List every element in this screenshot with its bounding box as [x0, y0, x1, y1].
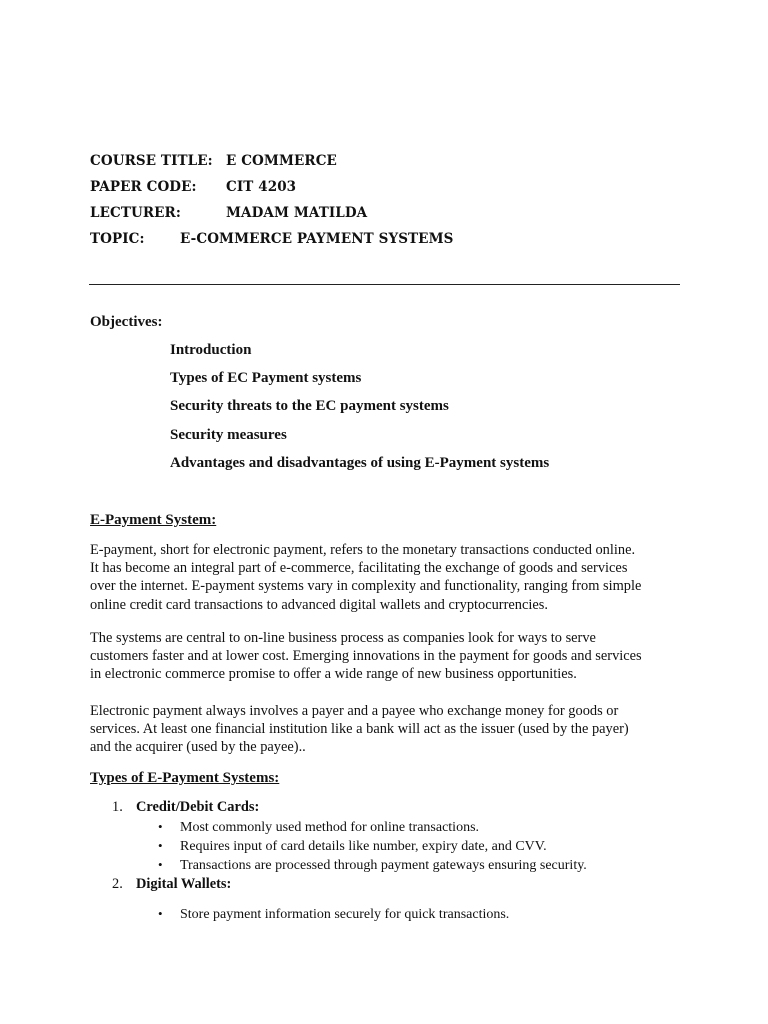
- bullet-icon: •: [158, 838, 163, 853]
- bullet-item: [158, 838, 547, 855]
- paragraph-line: over the internet. E-payment systems vary in complexity and functionality, ranging from simple: [90, 578, 642, 595]
- objective-item: Types of EC Payment systems: [170, 370, 362, 386]
- paragraph-line: It has become an integral part of e-commerce, facilitating the exchange of goods and services: [90, 560, 628, 577]
- item-number: 2.: [112, 876, 123, 892]
- objective-item: Advantages and disadvantages of using E-Payment systems: [170, 455, 550, 471]
- item-label: Credit/Debit Cards:: [136, 799, 260, 815]
- lecturer-value: MADAM MATILDA: [226, 205, 368, 221]
- epayment-paragraph-2: [90, 629, 690, 684]
- item-label: Digital Wallets:: [136, 876, 232, 892]
- bullet-text: Most commonly used method for online transactions.: [180, 820, 480, 835]
- numbered-item-credit-debit: [112, 799, 259, 816]
- paragraph-line: services. At least one financial institution like a bank will act as the issuer (used by the payer): [90, 721, 629, 738]
- paragraph-line: The systems are central to on-line business process as companies look for ways to serve: [90, 630, 596, 646]
- objective-item: Security measures: [170, 427, 287, 443]
- bullet-icon: •: [158, 857, 163, 872]
- epayment-paragraph-1: [90, 541, 690, 614]
- horizontal-divider: [89, 284, 680, 285]
- course-title-label: COURSE TITLE:: [90, 153, 213, 169]
- topic-label: TOPIC:: [90, 231, 145, 247]
- epayment-heading: E-Payment System:: [90, 512, 217, 528]
- bullet-item: [158, 857, 587, 874]
- bullet-text: Requires input of card details like number, expiry date, and CVV.: [180, 839, 547, 854]
- paragraph-line: in electronic commerce promise to offer a wide range of new business opportunities.: [90, 666, 577, 683]
- bullet-text: Transactions are processed through payment gateways ensuring security.: [180, 858, 587, 873]
- bullet-icon: •: [158, 906, 163, 921]
- course-title-value: E COMMERCE: [226, 153, 337, 169]
- paragraph-line: customers faster and at lower cost. Emerging innovations in the payment for goods and services: [90, 648, 642, 665]
- objective-item: Security threats to the EC payment systems: [170, 398, 449, 414]
- paragraph-line: and the acquirer (used by the payee)..: [90, 739, 306, 756]
- types-heading: Types of E-Payment Systems:: [90, 770, 280, 786]
- bullet-icon: •: [158, 819, 163, 834]
- paragraph-line: Electronic payment always involves a payer and a payee who exchange money for goods or: [90, 703, 619, 719]
- epayment-paragraph-3: [90, 702, 690, 757]
- bullet-text: Store payment information securely for quick transactions.: [180, 907, 510, 922]
- paragraph-line: E-payment, short for electronic payment, refers to the monetary transactions conducted online.: [90, 542, 636, 558]
- lecturer-label: LECTURER:: [90, 205, 181, 221]
- item-number: 1.: [112, 799, 123, 815]
- bullet-item: [158, 819, 479, 836]
- paragraph-line: online credit card transactions to advanced digital wallets and cryptocurrencies.: [90, 596, 548, 613]
- paper-code-value: CIT 4203: [226, 179, 297, 195]
- objective-item: Introduction: [170, 342, 252, 358]
- bullet-item: [158, 906, 509, 923]
- topic-value: E-COMMERCE PAYMENT SYSTEMS: [180, 231, 454, 247]
- paper-code-label: PAPER CODE:: [90, 179, 197, 195]
- numbered-item-digital-wallets: [112, 876, 231, 893]
- objectives-heading: Objectives:: [90, 314, 163, 330]
